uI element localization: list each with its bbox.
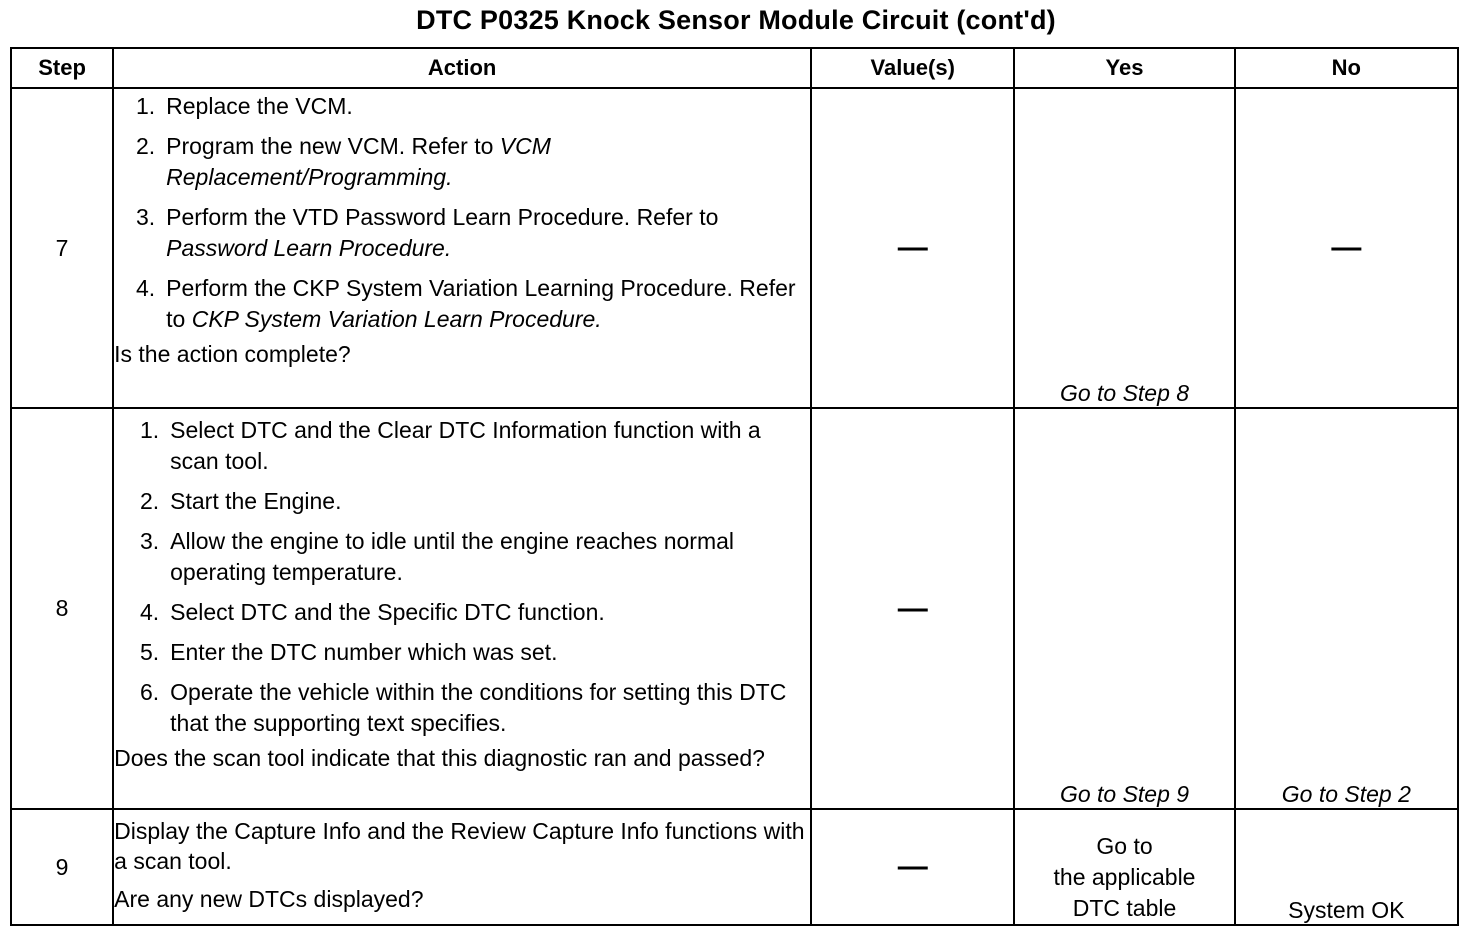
value-cell: —: [811, 88, 1014, 408]
header-step: Step: [11, 48, 113, 88]
yes-outcome: Go to Step 9: [1059, 781, 1190, 807]
no-cell: [1235, 809, 1458, 925]
action-list: [114, 415, 810, 739]
action-item: [128, 597, 810, 628]
action-item: [124, 131, 810, 193]
header-row: [11, 48, 1458, 88]
item-number: 1.: [139, 417, 160, 443]
item-text: Enter the DTC number which was set.: [170, 639, 558, 665]
action-instruction: Display the Capture Info and the Review Capture Info functions with a scan tool.: [114, 818, 805, 874]
item-text: Select DTC and the Clear DTC Information function with a scan tool.: [170, 417, 761, 474]
item-number: 1.: [135, 93, 156, 119]
action-item: [128, 677, 810, 739]
no-outcome: Go to Step 2: [1281, 781, 1411, 807]
action-item: [128, 415, 810, 477]
action-question: Are any new DTCs displayed?: [114, 886, 424, 912]
action-cell: [113, 408, 811, 809]
header-action: Action: [113, 48, 811, 88]
header-no: No: [1235, 48, 1458, 88]
item-number: 2.: [139, 488, 160, 514]
item-number: 4.: [135, 275, 156, 301]
item-number: 3.: [139, 528, 160, 554]
yes-outcome-line: the applicable: [1053, 864, 1196, 890]
item-number: 2.: [135, 133, 156, 159]
item-number: 4.: [139, 599, 160, 625]
item-text: Start the Engine.: [170, 488, 342, 514]
value-cell: —: [811, 408, 1014, 809]
yes-cell: [1014, 809, 1234, 925]
item-text: Select DTC and the Specific DTC function.: [170, 599, 605, 625]
item-number: 5.: [139, 639, 160, 665]
action-list: [114, 91, 810, 335]
yes-outcome: Go to Step 8: [1059, 380, 1190, 406]
action-question: Is the action complete?: [114, 341, 351, 367]
step-number: 7: [11, 88, 113, 408]
item-text: Replace the VCM.: [166, 93, 353, 119]
action-item: [128, 526, 810, 588]
item-text: Perform the CKP System Variation Learning Procedure. Refer to: [166, 275, 796, 332]
yes-cell: [1014, 408, 1234, 809]
action-question: Does the scan tool indicate that this diagnostic ran and passed?: [114, 745, 765, 771]
header-yes: Yes: [1014, 48, 1234, 88]
yes-outcome-line: Go to: [1096, 833, 1153, 859]
table-row-step-7: [11, 88, 1458, 408]
page-title: DTC P0325 Knock Sensor Module Circuit (cont'd): [416, 5, 1056, 35]
diagnostic-table: [10, 47, 1459, 926]
item-number: 3.: [135, 204, 156, 230]
table-row-step-9: [11, 809, 1458, 925]
step-number: 8: [11, 408, 113, 809]
item-text: Allow the engine to idle until the engine reaches normal operating temperature.: [170, 528, 734, 585]
no-outcome: System OK: [1288, 897, 1405, 923]
value-cell: —: [811, 809, 1014, 925]
table-row-step-8: [11, 408, 1458, 809]
item-text: Program the new VCM. Refer to: [166, 133, 500, 159]
action-item: [128, 486, 810, 517]
action-item: [124, 91, 810, 122]
action-item: [128, 637, 810, 668]
action-item: [124, 273, 810, 335]
action-item: [124, 202, 810, 264]
item-reference: VCM Replacement/Programming.: [166, 133, 551, 190]
item-reference: CKP System Variation Learn Procedure.: [191, 306, 602, 332]
header-values: Value(s): [811, 48, 1014, 88]
action-cell: [113, 88, 811, 408]
no-cell: [1235, 408, 1458, 809]
no-cell: —: [1235, 88, 1458, 408]
item-number: 6.: [139, 679, 160, 705]
yes-outcome-line: DTC table: [1072, 895, 1177, 921]
step-number: 9: [11, 809, 113, 925]
item-text: Operate the vehicle within the conditions for setting this DTC that the supporting text specifies.: [170, 679, 787, 736]
item-reference: Password Learn Procedure.: [166, 235, 452, 261]
yes-cell: [1014, 88, 1234, 408]
item-text: Perform the VTD Password Learn Procedure. Refer to: [166, 204, 719, 230]
action-cell: [113, 809, 811, 925]
